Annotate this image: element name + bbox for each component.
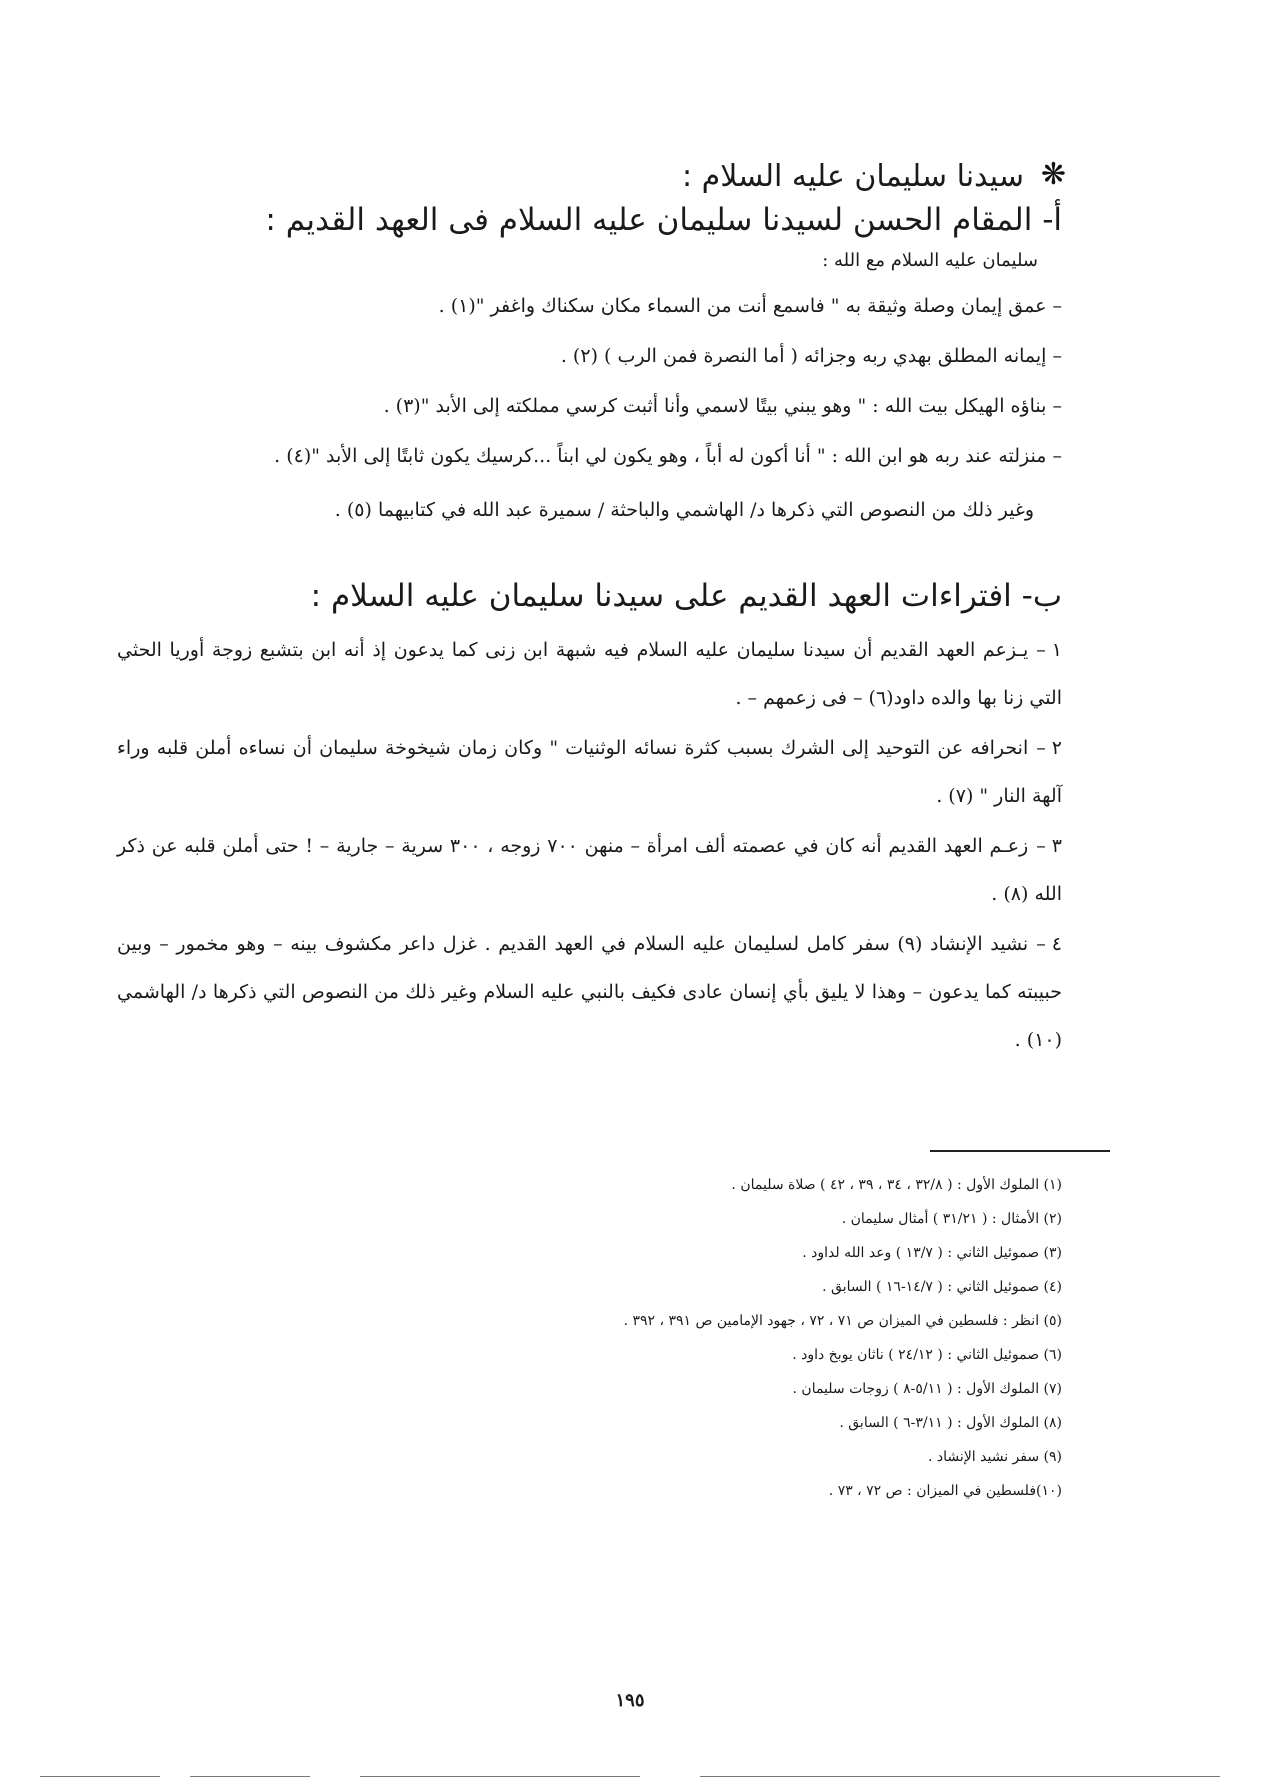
- footnote: (٦) صموئيل الثاني : ( ٢٤/١٢ ) ناثان يوبخ داود .: [792, 1347, 1062, 1363]
- footnote: (٤) صموئيل الثاني : ( ١٤/٧-١٦ ) السابق .: [822, 1279, 1062, 1295]
- star-ornament-icon: ❋: [1040, 157, 1066, 192]
- item-text: انحرافه عن التوحيد إلى الشرك بسبب كثرة نسائه الوثنيات " وكان زمان شيخوخة سليمان أن نساءه أملن قلبه وراء آلهة النار " (٧) .: [117, 737, 1062, 807]
- subsection-a-title: أ- المقام الحسن لسيدنا سليمان عليه السلام فى العهد القديم :: [265, 202, 1062, 238]
- footnote-divider: [930, 1150, 1110, 1152]
- claims-list: [117, 626, 1062, 1066]
- list-item: [117, 822, 1062, 918]
- list-item: – منزلته عند ربه هو ابن الله : " أنا أكون له أباً ، وهو يكون لي ابناً ...كرسيك يكون ثابتًا إلى الأبد "(٤) .: [274, 445, 1062, 467]
- subsection-a-subtitle: سليمان عليه السلام مع الله :: [822, 250, 1038, 271]
- subsection-b-title: ب- افتراءات العهد القديم على سيدنا سليمان عليه السلام :: [310, 578, 1062, 614]
- list-item: – إيمانه المطلق بهدي ربه وجزائه ( أما النصرة فمن الرب ) (٢) .: [560, 345, 1062, 367]
- praise-list: [62, 290, 1062, 490]
- footnote: (٢) الأمثال : ( ٣١/٢١ ) أمثال سليمان .: [841, 1211, 1062, 1227]
- list-item: [117, 920, 1062, 1064]
- footnote: (٣) صموئيل الثاني : ( ١٣/٧ ) وعد الله لداود .: [802, 1245, 1062, 1261]
- scan-edge-line: [360, 1776, 640, 1777]
- section-title: سيدنا سليمان عليه السلام :: [682, 159, 1024, 194]
- scan-edge-line: [700, 1776, 1220, 1777]
- footnote: (٩) سفر نشيد الإنشاد .: [928, 1449, 1062, 1465]
- item-number: ١ –: [1036, 639, 1062, 661]
- list-item: – عمق إيمان وصلة وثيقة به " فاسمع أنت من السماء مكان سكناك واغفر "(١) .: [438, 295, 1062, 317]
- footnote: (١) الملوك الأول : ( ٣٢/٨ ، ٣٤ ، ٣٩ ، ٤٢ ) صلاة سليمان .: [731, 1177, 1062, 1193]
- item-text: زعـم العهد القديم أنه كان في عصمته ألف امرأة – منهن ٧٠٠ زوجه ، ٣٠٠ سرية – جارية – ! حتى أملن قلبه عن ذكر الله (٨) .: [117, 835, 1062, 905]
- item-number: ٢ –: [1036, 737, 1062, 759]
- footnote: (٥) انظر : فلسطين في الميزان ص ٧١ ، ٧٢ ، جهود الإمامين ص ٣٩١ ، ٣٩٢ .: [623, 1313, 1062, 1329]
- paragraph-other-texts: وغير ذلك من النصوص التي ذكرها د/ الهاشمي والباحثة / سميرة عبد الله في كتابيهما (٥) .: [334, 499, 1034, 521]
- footnote: (٧) الملوك الأول : ( ٥/١١-٨ ) زوجات سليمان .: [792, 1381, 1062, 1397]
- item-text: يـزعم العهد القديم أن سيدنا سليمان عليه السلام فيه شبهة ابن زنى كما يدعون إذ أنه ابن بتشبع زوجة أوريا الحثي التي زنا بها والده داود(٦) – فى زعمهم – .: [117, 639, 1062, 709]
- footnote: (٨) الملوك الأول : ( ٣/١١-٦ ) السابق .: [839, 1415, 1062, 1431]
- item-number: ٤ –: [1036, 933, 1062, 955]
- list-item: [117, 626, 1062, 722]
- scan-edge-line: [190, 1776, 310, 1777]
- page-number: ١٩٥: [615, 1690, 645, 1711]
- item-text: نشيد الإنشاد (٩) سفر كامل لسليمان عليه السلام في العهد القديم . غزل داعر مكشوف بينه – وهو مخمور – وبين حبيبته كما يدعون – وهذا لا يليق بأي إنسان عادى فكيف بالنبي عليه السلام وغير ذلك من النصوص التي ذكرها د/ الهاشمي (١٠) .: [117, 933, 1062, 1051]
- list-item: [117, 724, 1062, 820]
- item-number: ٣ –: [1036, 835, 1062, 857]
- scan-edge-line: [40, 1776, 160, 1777]
- footnote: (١٠)فلسطين في الميزان : ص ٧٢ ، ٧٣ .: [828, 1483, 1062, 1499]
- list-item: – بناؤه الهيكل بيت الله : " وهو يبني بيتًا لاسمي وأنا أثبت كرسي مملكته إلى الأبد "(٣) .: [383, 395, 1062, 417]
- footnotes-list: [162, 1168, 1062, 1508]
